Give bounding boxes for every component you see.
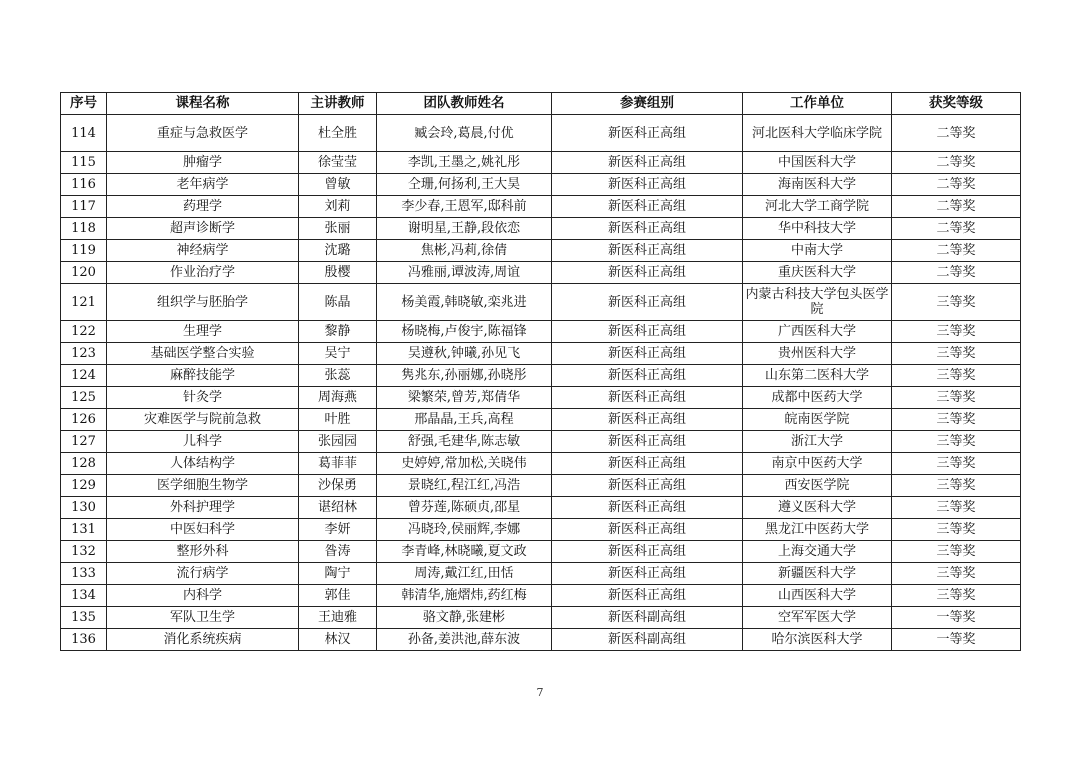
cell-work-unit: 空军军医大学	[743, 607, 892, 629]
cell-award-level: 三等奖	[892, 409, 1021, 431]
table-body	[61, 115, 1021, 651]
cell-award-level: 二等奖	[892, 152, 1021, 174]
table-row	[61, 629, 1021, 651]
cell-lead-teacher: 王迪雅	[299, 607, 377, 629]
cell-team-teachers: 李青峰,林晓曦,夏文政	[377, 541, 552, 563]
cell-group: 新医科正高组	[552, 321, 743, 343]
cell-course-name: 整形外科	[107, 541, 299, 563]
cell-index: 135	[61, 607, 107, 629]
cell-team-teachers: 臧会玲,葛晨,付优	[377, 115, 552, 152]
cell-team-teachers: 景晓红,程江红,冯浩	[377, 475, 552, 497]
cell-index: 118	[61, 218, 107, 240]
cell-lead-teacher: 陈晶	[299, 284, 377, 321]
cell-lead-teacher: 葛菲菲	[299, 453, 377, 475]
cell-course-name: 基础医学整合实验	[107, 343, 299, 365]
table-row	[61, 409, 1021, 431]
cell-lead-teacher: 周海燕	[299, 387, 377, 409]
cell-group: 新医科正高组	[552, 262, 743, 284]
cell-course-name: 消化系统疾病	[107, 629, 299, 651]
cell-award-level: 二等奖	[892, 262, 1021, 284]
cell-index: 129	[61, 475, 107, 497]
table-row	[61, 284, 1021, 321]
table-row	[61, 343, 1021, 365]
cell-team-teachers: 舒强,毛建华,陈志敏	[377, 431, 552, 453]
cell-work-unit: 山东第二医科大学	[743, 365, 892, 387]
cell-team-teachers: 骆文静,张建彬	[377, 607, 552, 629]
cell-lead-teacher: 徐莹莹	[299, 152, 377, 174]
cell-index: 134	[61, 585, 107, 607]
cell-group: 新医科正高组	[552, 218, 743, 240]
cell-lead-teacher: 昝涛	[299, 541, 377, 563]
cell-index: 114	[61, 115, 107, 152]
cell-index: 116	[61, 174, 107, 196]
table-row	[61, 321, 1021, 343]
header-award-level: 获奖等级	[892, 93, 1021, 115]
cell-group: 新医科正高组	[552, 365, 743, 387]
cell-team-teachers: 仝珊,何扬利,王大昊	[377, 174, 552, 196]
cell-index: 126	[61, 409, 107, 431]
header-group: 参赛组别	[552, 93, 743, 115]
table-row	[61, 218, 1021, 240]
cell-group: 新医科正高组	[552, 563, 743, 585]
cell-lead-teacher: 黎静	[299, 321, 377, 343]
cell-course-name: 医学细胞生物学	[107, 475, 299, 497]
cell-index: 128	[61, 453, 107, 475]
cell-group: 新医科正高组	[552, 409, 743, 431]
cell-group: 新医科正高组	[552, 174, 743, 196]
cell-index: 133	[61, 563, 107, 585]
cell-lead-teacher: 陶宁	[299, 563, 377, 585]
cell-lead-teacher: 杜全胜	[299, 115, 377, 152]
table-row	[61, 453, 1021, 475]
cell-index: 132	[61, 541, 107, 563]
cell-team-teachers: 韩清华,施熠炜,药红梅	[377, 585, 552, 607]
cell-award-level: 三等奖	[892, 321, 1021, 343]
cell-index: 125	[61, 387, 107, 409]
cell-group: 新医科副高组	[552, 607, 743, 629]
cell-index: 123	[61, 343, 107, 365]
cell-lead-teacher: 曾敏	[299, 174, 377, 196]
cell-index: 124	[61, 365, 107, 387]
cell-award-level: 二等奖	[892, 115, 1021, 152]
cell-lead-teacher: 沈璐	[299, 240, 377, 262]
cell-award-level: 三等奖	[892, 431, 1021, 453]
cell-group: 新医科正高组	[552, 152, 743, 174]
cell-group: 新医科正高组	[552, 196, 743, 218]
cell-group: 新医科正高组	[552, 453, 743, 475]
cell-lead-teacher: 殷樱	[299, 262, 377, 284]
cell-course-name: 肿瘤学	[107, 152, 299, 174]
cell-work-unit: 黑龙江中医药大学	[743, 519, 892, 541]
cell-work-unit: 内蒙古科技大学包头医学院	[743, 284, 892, 321]
cell-work-unit: 浙江大学	[743, 431, 892, 453]
header-work-unit: 工作单位	[743, 93, 892, 115]
cell-work-unit: 遵义医科大学	[743, 497, 892, 519]
cell-work-unit: 皖南医学院	[743, 409, 892, 431]
cell-work-unit: 河北医科大学临床学院	[743, 115, 892, 152]
cell-award-level: 二等奖	[892, 196, 1021, 218]
header-course-name: 课程名称	[107, 93, 299, 115]
cell-group: 新医科正高组	[552, 431, 743, 453]
cell-group: 新医科正高组	[552, 284, 743, 321]
cell-team-teachers: 李少春,王恩军,邸科前	[377, 196, 552, 218]
table-row	[61, 519, 1021, 541]
table-row	[61, 387, 1021, 409]
cell-lead-teacher: 刘莉	[299, 196, 377, 218]
cell-award-level: 一等奖	[892, 607, 1021, 629]
cell-award-level: 三等奖	[892, 453, 1021, 475]
cell-award-level: 三等奖	[892, 541, 1021, 563]
cell-work-unit: 华中科技大学	[743, 218, 892, 240]
cell-course-name: 药理学	[107, 196, 299, 218]
table-row	[61, 541, 1021, 563]
cell-index: 119	[61, 240, 107, 262]
cell-lead-teacher: 张丽	[299, 218, 377, 240]
header-team-teachers: 团队教师姓名	[377, 93, 552, 115]
cell-group: 新医科正高组	[552, 240, 743, 262]
table-row	[61, 607, 1021, 629]
cell-index: 131	[61, 519, 107, 541]
header-lead-teacher: 主讲教师	[299, 93, 377, 115]
header-index: 序号	[61, 93, 107, 115]
cell-index: 130	[61, 497, 107, 519]
cell-team-teachers: 李凯,王墨之,姚礼彤	[377, 152, 552, 174]
cell-course-name: 神经病学	[107, 240, 299, 262]
cell-award-level: 三等奖	[892, 284, 1021, 321]
cell-index: 115	[61, 152, 107, 174]
cell-course-name: 军队卫生学	[107, 607, 299, 629]
cell-course-name: 重症与急救医学	[107, 115, 299, 152]
cell-team-teachers: 隽兆东,孙丽娜,孙晓彤	[377, 365, 552, 387]
cell-course-name: 麻醉技能学	[107, 365, 299, 387]
cell-index: 136	[61, 629, 107, 651]
cell-course-name: 人体结构学	[107, 453, 299, 475]
cell-award-level: 三等奖	[892, 365, 1021, 387]
cell-course-name: 内科学	[107, 585, 299, 607]
cell-lead-teacher: 张园园	[299, 431, 377, 453]
table-row	[61, 262, 1021, 284]
table-row	[61, 115, 1021, 152]
cell-lead-teacher: 郭佳	[299, 585, 377, 607]
cell-lead-teacher: 吴宁	[299, 343, 377, 365]
cell-work-unit: 重庆医科大学	[743, 262, 892, 284]
table-row	[61, 174, 1021, 196]
cell-work-unit: 上海交通大学	[743, 541, 892, 563]
cell-award-level: 三等奖	[892, 343, 1021, 365]
cell-group: 新医科正高组	[552, 541, 743, 563]
cell-course-name: 老年病学	[107, 174, 299, 196]
cell-index: 122	[61, 321, 107, 343]
cell-award-level: 一等奖	[892, 629, 1021, 651]
cell-work-unit: 中南大学	[743, 240, 892, 262]
table-row	[61, 475, 1021, 497]
cell-lead-teacher: 张蕊	[299, 365, 377, 387]
table-row	[61, 431, 1021, 453]
cell-team-teachers: 孙备,姜洪池,薛东波	[377, 629, 552, 651]
cell-group: 新医科副高组	[552, 629, 743, 651]
cell-course-name: 超声诊断学	[107, 218, 299, 240]
cell-course-name: 外科护理学	[107, 497, 299, 519]
cell-team-teachers: 曾芬莲,陈硕贞,邵星	[377, 497, 552, 519]
cell-group: 新医科正高组	[552, 497, 743, 519]
cell-group: 新医科正高组	[552, 343, 743, 365]
table-row	[61, 563, 1021, 585]
cell-index: 117	[61, 196, 107, 218]
cell-work-unit: 贵州医科大学	[743, 343, 892, 365]
cell-work-unit: 南京中医药大学	[743, 453, 892, 475]
cell-course-name: 流行病学	[107, 563, 299, 585]
cell-work-unit: 新疆医科大学	[743, 563, 892, 585]
cell-work-unit: 海南医科大学	[743, 174, 892, 196]
cell-group: 新医科正高组	[552, 387, 743, 409]
cell-work-unit: 成都中医药大学	[743, 387, 892, 409]
table-header	[61, 93, 1021, 115]
cell-team-teachers: 谢明星,王静,段依恋	[377, 218, 552, 240]
cell-award-level: 三等奖	[892, 519, 1021, 541]
cell-team-teachers: 梁繁荣,曾芳,郑倩华	[377, 387, 552, 409]
cell-course-name: 中医妇科学	[107, 519, 299, 541]
table-row	[61, 240, 1021, 262]
cell-course-name: 针灸学	[107, 387, 299, 409]
cell-work-unit: 西安医学院	[743, 475, 892, 497]
cell-award-level: 二等奖	[892, 174, 1021, 196]
cell-team-teachers: 史婷婷,常加松,关晓伟	[377, 453, 552, 475]
cell-award-level: 二等奖	[892, 240, 1021, 262]
table-row	[61, 585, 1021, 607]
cell-team-teachers: 杨美霞,韩晓敏,栾兆进	[377, 284, 552, 321]
page-number: 7	[536, 686, 544, 699]
cell-team-teachers: 杨晓梅,卢俊宇,陈福锋	[377, 321, 552, 343]
cell-lead-teacher: 林汉	[299, 629, 377, 651]
cell-course-name: 组织学与胚胎学	[107, 284, 299, 321]
cell-group: 新医科正高组	[552, 585, 743, 607]
cell-index: 120	[61, 262, 107, 284]
cell-team-teachers: 吴遵秋,钟曦,孙见飞	[377, 343, 552, 365]
cell-team-teachers: 冯晓玲,侯丽辉,李娜	[377, 519, 552, 541]
cell-course-name: 儿科学	[107, 431, 299, 453]
cell-award-level: 三等奖	[892, 387, 1021, 409]
cell-lead-teacher: 谌绍林	[299, 497, 377, 519]
cell-work-unit: 山西医科大学	[743, 585, 892, 607]
table-row	[61, 497, 1021, 519]
cell-team-teachers: 周涛,戴江红,田恬	[377, 563, 552, 585]
cell-group: 新医科正高组	[552, 115, 743, 152]
cell-award-level: 二等奖	[892, 218, 1021, 240]
cell-course-name: 灾难医学与院前急救	[107, 409, 299, 431]
table-row	[61, 152, 1021, 174]
cell-team-teachers: 焦彬,冯莉,徐倩	[377, 240, 552, 262]
cell-team-teachers: 冯雅丽,谭波涛,周谊	[377, 262, 552, 284]
awards-table	[60, 92, 1021, 651]
cell-award-level: 三等奖	[892, 497, 1021, 519]
cell-group: 新医科正高组	[552, 519, 743, 541]
table-row	[61, 365, 1021, 387]
header-row	[61, 93, 1021, 115]
cell-award-level: 三等奖	[892, 563, 1021, 585]
cell-course-name: 生理学	[107, 321, 299, 343]
cell-lead-teacher: 沙保勇	[299, 475, 377, 497]
cell-lead-teacher: 李妍	[299, 519, 377, 541]
cell-index: 127	[61, 431, 107, 453]
table-row	[61, 196, 1021, 218]
cell-work-unit: 哈尔滨医科大学	[743, 629, 892, 651]
cell-team-teachers: 邢晶晶,王兵,高程	[377, 409, 552, 431]
cell-group: 新医科正高组	[552, 475, 743, 497]
cell-index: 121	[61, 284, 107, 321]
cell-work-unit: 中国医科大学	[743, 152, 892, 174]
cell-work-unit: 广西医科大学	[743, 321, 892, 343]
cell-work-unit: 河北大学工商学院	[743, 196, 892, 218]
cell-lead-teacher: 叶胜	[299, 409, 377, 431]
cell-course-name: 作业治疗学	[107, 262, 299, 284]
cell-award-level: 三等奖	[892, 585, 1021, 607]
cell-award-level: 三等奖	[892, 475, 1021, 497]
